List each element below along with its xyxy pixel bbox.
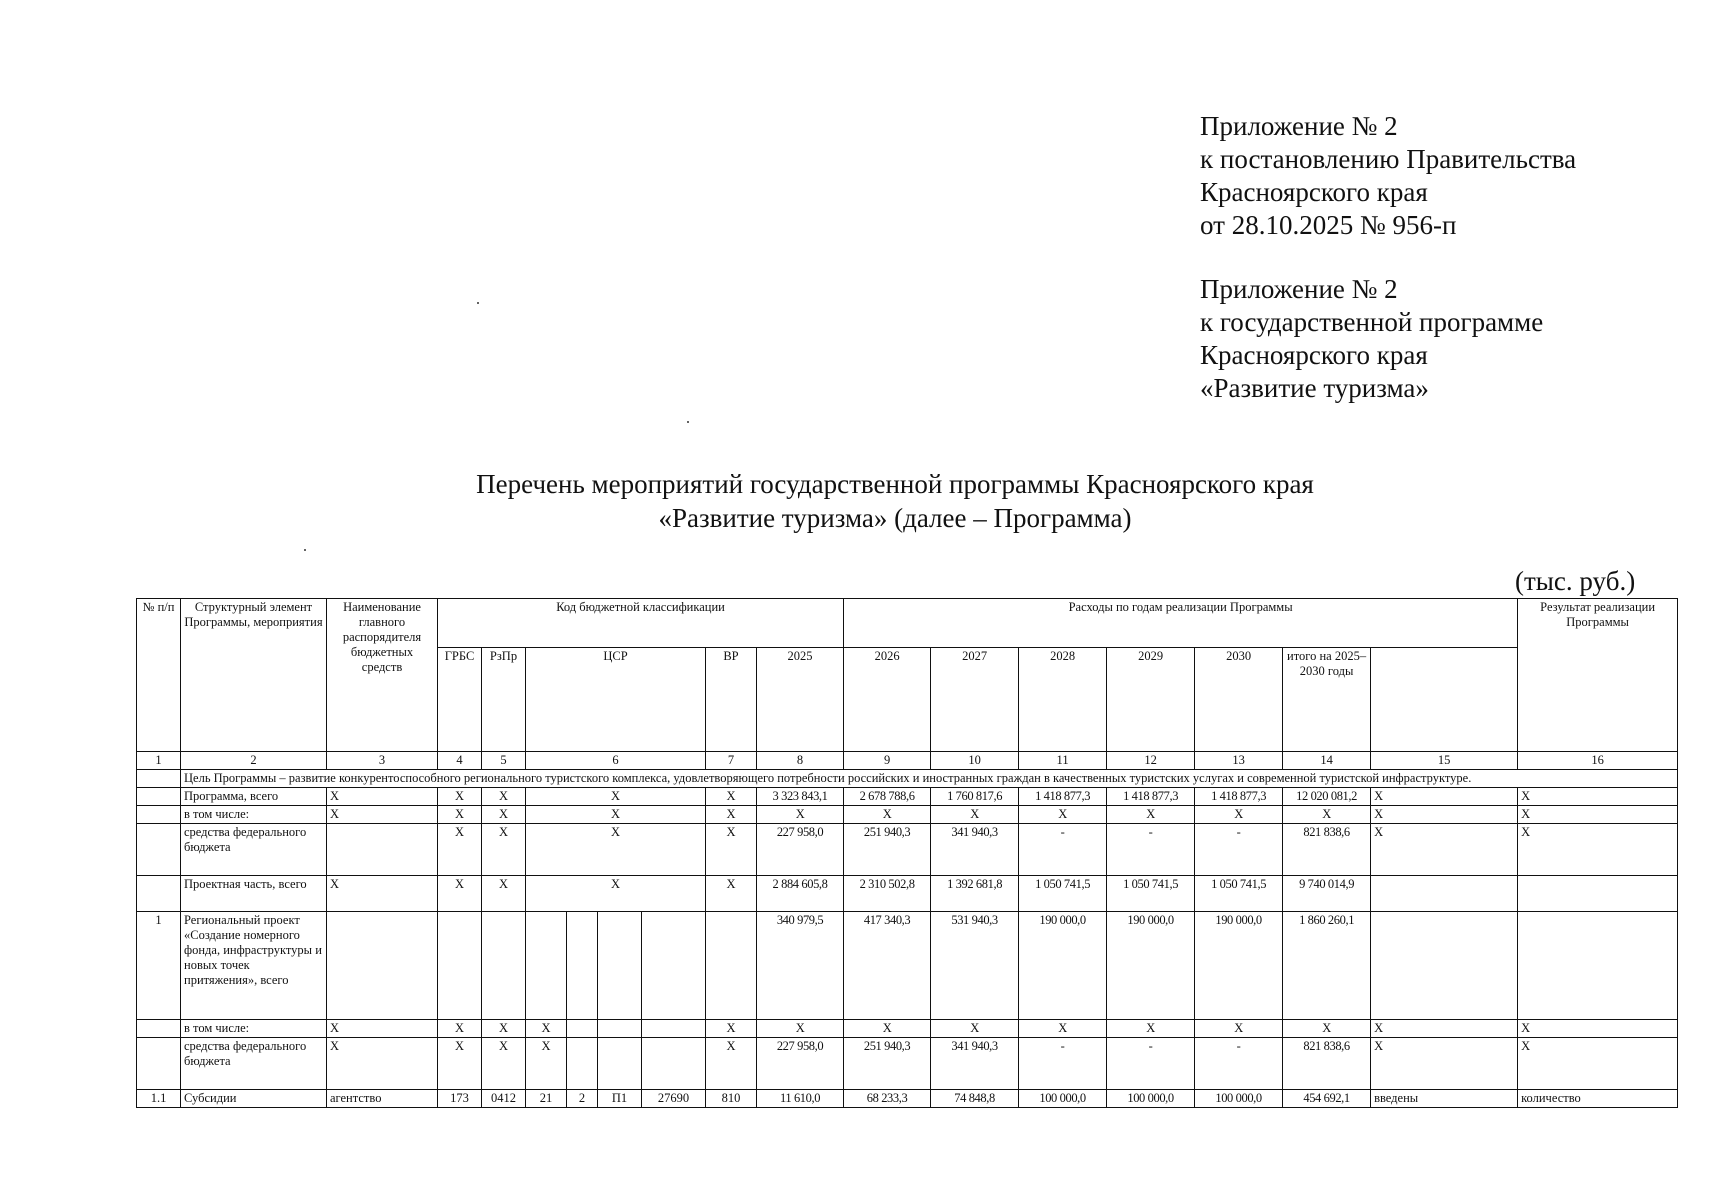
row-value-2026: X — [844, 806, 931, 824]
row-vr: 810 — [706, 1090, 757, 1108]
row-value-2025: X — [757, 1020, 844, 1038]
row-indicator — [1518, 876, 1678, 912]
row-num — [137, 1020, 181, 1038]
column-number: 1 — [137, 752, 181, 770]
row-result — [1371, 876, 1518, 912]
row-csr-part — [642, 1038, 706, 1090]
row-csr-part: 21 — [526, 1090, 567, 1108]
row-csr-part — [642, 912, 706, 1020]
row-value-2029: 100 000,0 — [1107, 1090, 1195, 1108]
row-result: введены — [1371, 1090, 1518, 1108]
row-value-total: 1 860 260,1 — [1283, 912, 1371, 1020]
document-title — [0, 467, 1717, 535]
appendix-order-line: Красноярского края — [1200, 177, 1428, 207]
column-number: 5 — [482, 752, 526, 770]
row-value-2026: 251 940,3 — [844, 1038, 931, 1090]
row-csr-part — [567, 1038, 598, 1090]
header-year-2029: 2029 — [1107, 648, 1195, 752]
row-num — [137, 788, 181, 806]
row-num: 1 — [137, 912, 181, 1020]
row-manager: X — [327, 806, 438, 824]
row-indicator: X — [1518, 788, 1678, 806]
header-year-2025: 2025 — [757, 648, 844, 752]
row-grbs: X — [438, 876, 482, 912]
column-number: 7 — [706, 752, 757, 770]
header-total: итого на 2025–2030 годы — [1283, 648, 1371, 752]
header-year-2030: 2030 — [1195, 648, 1283, 752]
row-value-2025: 227 958,0 — [757, 1038, 844, 1090]
row-result — [1371, 912, 1518, 1020]
table-row — [137, 1038, 1678, 1090]
row-csr-part: П1 — [598, 1090, 642, 1108]
row-result: X — [1371, 824, 1518, 876]
appendix-order-line: от 28.10.2025 № 956-п — [1200, 210, 1457, 240]
row-grbs: X — [438, 806, 482, 824]
empty-cell — [137, 770, 181, 788]
row-element: в том числе: — [181, 1020, 327, 1038]
row-rzpr: X — [482, 1020, 526, 1038]
row-element: средства федерального бюджета — [181, 1038, 327, 1090]
row-element: Проектная часть, всего — [181, 876, 327, 912]
row-value-2029: - — [1107, 824, 1195, 876]
row-value-2027: 1 760 817,6 — [931, 788, 1019, 806]
row-value-total: X — [1283, 806, 1371, 824]
row-manager: агентство — [327, 1090, 438, 1108]
row-result: X — [1371, 806, 1518, 824]
row-value-2028: - — [1019, 824, 1107, 876]
row-manager: X — [327, 1038, 438, 1090]
row-num — [137, 876, 181, 912]
row-element: Программа, всего — [181, 788, 327, 806]
row-indicator: количество — [1518, 1090, 1678, 1108]
row-value-2029: 1 050 741,5 — [1107, 876, 1195, 912]
column-number: 3 — [327, 752, 438, 770]
row-grbs: X — [438, 788, 482, 806]
row-manager: X — [327, 1020, 438, 1038]
row-csr-part: X — [526, 1038, 567, 1090]
row-csr: X — [526, 806, 706, 824]
document-title-line: «Развитие туризма» (далее – Программа) — [658, 503, 1132, 533]
appendix-order-line: к постановлению Правительства — [1200, 144, 1577, 174]
column-number: 2 — [181, 752, 327, 770]
header-year-2027: 2027 — [931, 648, 1019, 752]
row-vr: X — [706, 824, 757, 876]
row-csr-part: 27690 — [642, 1090, 706, 1108]
row-rzpr: X — [482, 1038, 526, 1090]
row-indicator: X — [1518, 1020, 1678, 1038]
document-title-line: Перечень мероприятий государственной программы Красноярского края — [476, 469, 1314, 499]
activities-table — [136, 598, 1678, 1108]
column-number: 11 — [1019, 752, 1107, 770]
units-label: (тыс. руб.) — [1515, 566, 1636, 596]
appendix-program-line: Приложение № 2 — [1200, 274, 1398, 304]
row-csr-part — [598, 912, 642, 1020]
row-result: X — [1371, 1038, 1518, 1090]
scan-speck — [687, 421, 689, 423]
column-number: 16 — [1518, 752, 1678, 770]
row-num — [137, 1038, 181, 1090]
table-row — [137, 788, 1678, 806]
row-csr-part: X — [526, 1020, 567, 1038]
table-row — [137, 876, 1678, 912]
row-value-2028: X — [1019, 1020, 1107, 1038]
row-indicator: X — [1518, 1038, 1678, 1090]
row-rzpr — [482, 912, 526, 1020]
header-expenses: Расходы по годам реализации Программы — [844, 599, 1518, 648]
row-csr: X — [526, 876, 706, 912]
row-element: Региональный проект «Создание номерного фонда, инфраструктуры и новых точек притяжения», всего — [181, 912, 327, 1020]
row-rzpr: X — [482, 876, 526, 912]
row-value-total: 454 692,1 — [1283, 1090, 1371, 1108]
row-vr: X — [706, 1020, 757, 1038]
row-value-2025: 340 979,5 — [757, 912, 844, 1020]
appendix-program-line: Красноярского края — [1200, 340, 1428, 370]
row-csr-part — [526, 912, 567, 1020]
header-rzpr: РзПр — [482, 648, 526, 752]
row-value-2025: 11 610,0 — [757, 1090, 844, 1108]
column-number-row — [137, 752, 1678, 770]
header-result: Результат реализации Программы — [1518, 599, 1678, 752]
program-goal: Цель Программы – развитие конкурентоспособного регионального туристского комплекса, удовлетворяющего потребности российских и иностранных граждан в качественных туристских услугах и современной туристской инфраструктуре. — [181, 770, 1678, 788]
row-csr-part — [567, 1020, 598, 1038]
row-value-2027: 74 848,8 — [931, 1090, 1019, 1108]
row-grbs: X — [438, 1020, 482, 1038]
row-value-2030: - — [1195, 824, 1283, 876]
row-value-2026: X — [844, 1020, 931, 1038]
row-value-2030: X — [1195, 1020, 1283, 1038]
row-value-total: 12 020 081,2 — [1283, 788, 1371, 806]
row-value-2030: 1 050 741,5 — [1195, 876, 1283, 912]
row-num: 1.1 — [137, 1090, 181, 1108]
row-csr-part — [598, 1020, 642, 1038]
column-number: 4 — [438, 752, 482, 770]
scan-speck — [304, 549, 306, 551]
row-value-total: X — [1283, 1020, 1371, 1038]
header-csr: ЦСР — [526, 648, 706, 752]
row-grbs: 173 — [438, 1090, 482, 1108]
row-value-2027: 341 940,3 — [931, 824, 1019, 876]
row-value-2030: 1 418 877,3 — [1195, 788, 1283, 806]
column-number: 10 — [931, 752, 1019, 770]
row-rzpr: 0412 — [482, 1090, 526, 1108]
header-manager: Наименование главного распорядителя бюджетных средств — [327, 599, 438, 752]
row-value-2029: X — [1107, 1020, 1195, 1038]
row-value-2030: 190 000,0 — [1195, 912, 1283, 1020]
row-result: X — [1371, 1020, 1518, 1038]
row-indicator: X — [1518, 824, 1678, 876]
appendix-program-block — [1200, 273, 1543, 405]
row-element: средства федерального бюджета — [181, 824, 327, 876]
row-value-2028: 1 050 741,5 — [1019, 876, 1107, 912]
header-vr: ВР — [706, 648, 757, 752]
header-budget-code: Код бюджетной классификации — [438, 599, 844, 648]
row-value-2025: 2 884 605,8 — [757, 876, 844, 912]
row-value-2028: - — [1019, 1038, 1107, 1090]
row-value-2029: 190 000,0 — [1107, 912, 1195, 1020]
row-value-2025: X — [757, 806, 844, 824]
row-grbs — [438, 912, 482, 1020]
row-value-2028: X — [1019, 806, 1107, 824]
row-csr-part — [598, 1038, 642, 1090]
row-result: X — [1371, 788, 1518, 806]
row-value-2028: 1 418 877,3 — [1019, 788, 1107, 806]
row-value-2030: - — [1195, 1038, 1283, 1090]
row-indicator: X — [1518, 806, 1678, 824]
row-manager — [327, 824, 438, 876]
header-element: Структурный элемент Программы, мероприятия — [181, 599, 327, 752]
row-grbs: X — [438, 824, 482, 876]
appendix-order-line: Приложение № 2 — [1200, 111, 1398, 141]
column-number: 9 — [844, 752, 931, 770]
row-value-2025: 3 323 843,1 — [757, 788, 844, 806]
row-rzpr: X — [482, 806, 526, 824]
row-manager: X — [327, 788, 438, 806]
row-value-2027: 1 392 681,8 — [931, 876, 1019, 912]
row-csr-part: 2 — [567, 1090, 598, 1108]
row-value-2027: 341 940,3 — [931, 1038, 1019, 1090]
row-manager: X — [327, 876, 438, 912]
goal-row — [137, 770, 1678, 788]
row-csr: X — [526, 824, 706, 876]
column-number: 8 — [757, 752, 844, 770]
row-value-2030: X — [1195, 806, 1283, 824]
row-indicator — [1518, 912, 1678, 1020]
row-value-total: 821 838,6 — [1283, 824, 1371, 876]
table-row — [137, 824, 1678, 876]
row-value-2026: 2 310 502,8 — [844, 876, 931, 912]
header-grbs: ГРБС — [438, 648, 482, 752]
table-row — [137, 1090, 1678, 1108]
row-value-2028: 100 000,0 — [1019, 1090, 1107, 1108]
table-row — [137, 912, 1678, 1020]
row-element: Субсидии — [181, 1090, 327, 1108]
table-row — [137, 1020, 1678, 1038]
row-value-2029: X — [1107, 806, 1195, 824]
row-value-2027: X — [931, 806, 1019, 824]
row-vr: X — [706, 806, 757, 824]
column-number: 14 — [1283, 752, 1371, 770]
header-year-2028: 2028 — [1019, 648, 1107, 752]
row-value-2030: 100 000,0 — [1195, 1090, 1283, 1108]
row-csr-part — [567, 912, 598, 1020]
table-row — [137, 806, 1678, 824]
row-manager — [327, 912, 438, 1020]
row-csr: X — [526, 788, 706, 806]
row-element: в том числе: — [181, 806, 327, 824]
row-grbs: X — [438, 1038, 482, 1090]
appendix-order-block — [1200, 110, 1576, 242]
column-number: 13 — [1195, 752, 1283, 770]
table-header-row — [137, 599, 1678, 648]
header-num: № п/п — [137, 599, 181, 752]
row-num — [137, 824, 181, 876]
row-value-2026: 251 940,3 — [844, 824, 931, 876]
row-vr: X — [706, 788, 757, 806]
header-year-2026: 2026 — [844, 648, 931, 752]
column-number: 12 — [1107, 752, 1195, 770]
row-value-2026: 68 233,3 — [844, 1090, 931, 1108]
row-value-total: 821 838,6 — [1283, 1038, 1371, 1090]
row-vr: X — [706, 1038, 757, 1090]
row-value-2027: X — [931, 1020, 1019, 1038]
row-value-2027: 531 940,3 — [931, 912, 1019, 1020]
appendix-program-line: к государственной программе — [1200, 307, 1544, 337]
row-value-total: 9 740 014,9 — [1283, 876, 1371, 912]
row-value-2029: - — [1107, 1038, 1195, 1090]
row-csr-part — [642, 1020, 706, 1038]
row-num — [137, 806, 181, 824]
row-value-2028: 190 000,0 — [1019, 912, 1107, 1020]
row-value-2029: 1 418 877,3 — [1107, 788, 1195, 806]
row-rzpr: X — [482, 788, 526, 806]
row-value-2026: 2 678 788,6 — [844, 788, 931, 806]
column-number: 6 — [526, 752, 706, 770]
row-value-2026: 417 340,3 — [844, 912, 931, 1020]
column-number: 15 — [1371, 752, 1518, 770]
appendix-program-line: «Развитие туризма» — [1200, 373, 1429, 403]
row-vr — [706, 912, 757, 1020]
row-vr: X — [706, 876, 757, 912]
row-value-2025: 227 958,0 — [757, 824, 844, 876]
row-rzpr: X — [482, 824, 526, 876]
scan-speck — [477, 302, 479, 304]
